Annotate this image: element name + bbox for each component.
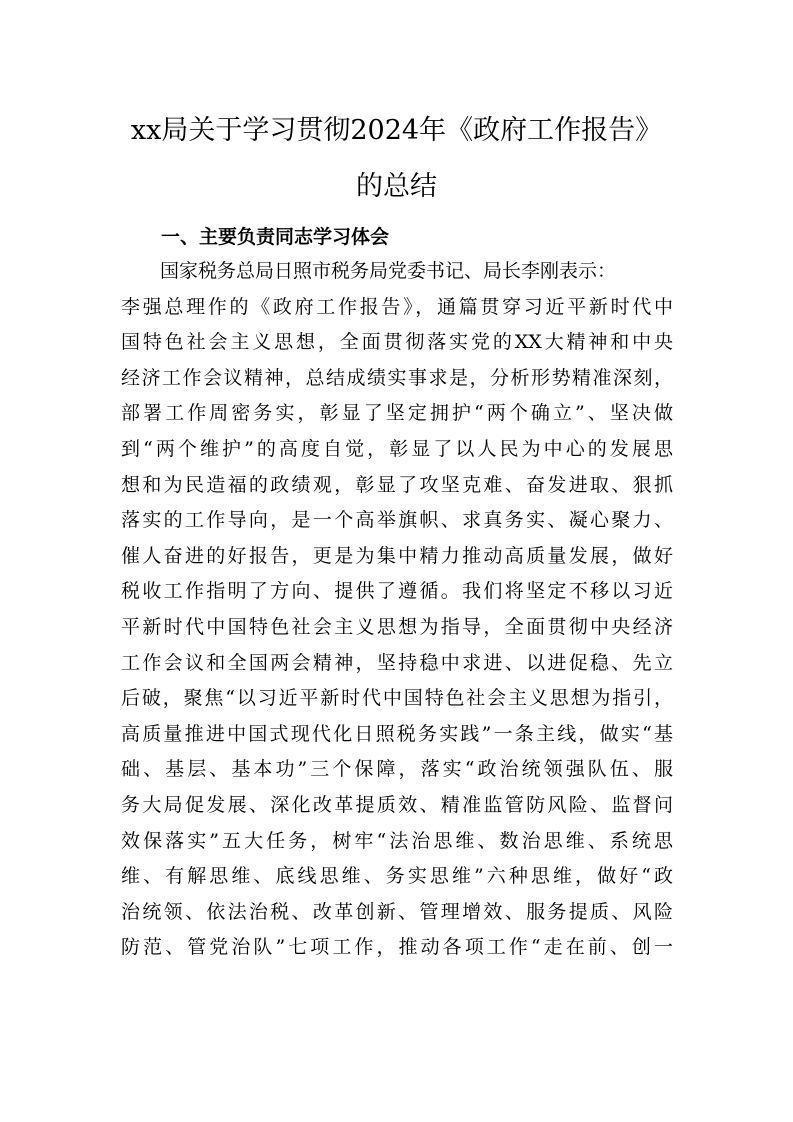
paragraph-line: 部署工作周密务实，彰显了坚定拥护“两个确立”、坚决做 bbox=[121, 402, 673, 425]
paragraph-line: 平新时代中国特色社会主义思想为指导，全面贯彻中央经济 bbox=[121, 615, 673, 638]
paragraph-line: 催人奋进的好报告，更是为集中精力推动高质量发展，做好 bbox=[121, 544, 673, 567]
paragraph-line: 后破，聚焦“以习近平新时代中国特色社会主义思想为指引， bbox=[121, 687, 673, 710]
body-paragraph bbox=[121, 254, 673, 966]
document-title-line-2: 的总结 bbox=[356, 171, 437, 202]
paragraph-line: 务大局促发展、深化改革提质效、精准监管防风险、监督问 bbox=[121, 793, 673, 816]
paragraph-line: 税收工作指明了方向、提供了遵循。我们将坚定不移以习近 bbox=[121, 580, 673, 603]
section-heading: 一、主要负责同志学习体会 bbox=[161, 226, 390, 248]
paragraph-line: 效保落实”五大任务，树牢“法治思维、数治思维、系统思 bbox=[121, 829, 673, 852]
document-title-line-1: xx局关于学习贯彻2024年《政府工作报告》 bbox=[130, 115, 663, 146]
paragraph-line: 国家税务总局日照市税务局党委书记、局长李刚表示： bbox=[160, 260, 617, 282]
paragraph-line: 想和为民造福的政绩观，彰显了攻坚克难、奋发进取、狠抓 bbox=[121, 473, 673, 496]
paragraph-line: 维、有解思维、底线思维、务实思维”六种思维，做好“政 bbox=[121, 865, 673, 888]
paragraph-line: 础、基层、基本功”三个保障，落实“政治统领强队伍、服 bbox=[121, 758, 673, 781]
paragraph-line: 高质量推进中国式现代化日照税务实践”一条主线，做实“基 bbox=[121, 722, 673, 745]
paragraph-line: 李强总理作的《政府工作报告》，通篇贯穿习近平新时代中 bbox=[121, 295, 673, 318]
paragraph-line: 国特色社会主义思想，全面贯彻落实党的XX大精神和中央 bbox=[121, 331, 673, 354]
paragraph-line: 落实的工作导向，是一个高举旗帜、求真务实、凝心聚力、 bbox=[121, 509, 673, 532]
paragraph-line: 治统领、依法治税、改革创新、管理增效、服务提质、风险 bbox=[121, 900, 673, 923]
paragraph-line: 到“两个维护”的高度自觉，彰显了以人民为中心的发展思 bbox=[121, 437, 673, 460]
paragraph-line: 工作会议和全国两会精神，坚持稳中求进、以进促稳、先立 bbox=[121, 651, 673, 674]
paragraph-line: 经济工作会议精神，总结成绩实事求是，分析形势精准深刻， bbox=[121, 366, 673, 389]
paragraph-line: 防范、管党治队”七项工作，推动各项工作“走在前、创一 bbox=[121, 936, 673, 959]
